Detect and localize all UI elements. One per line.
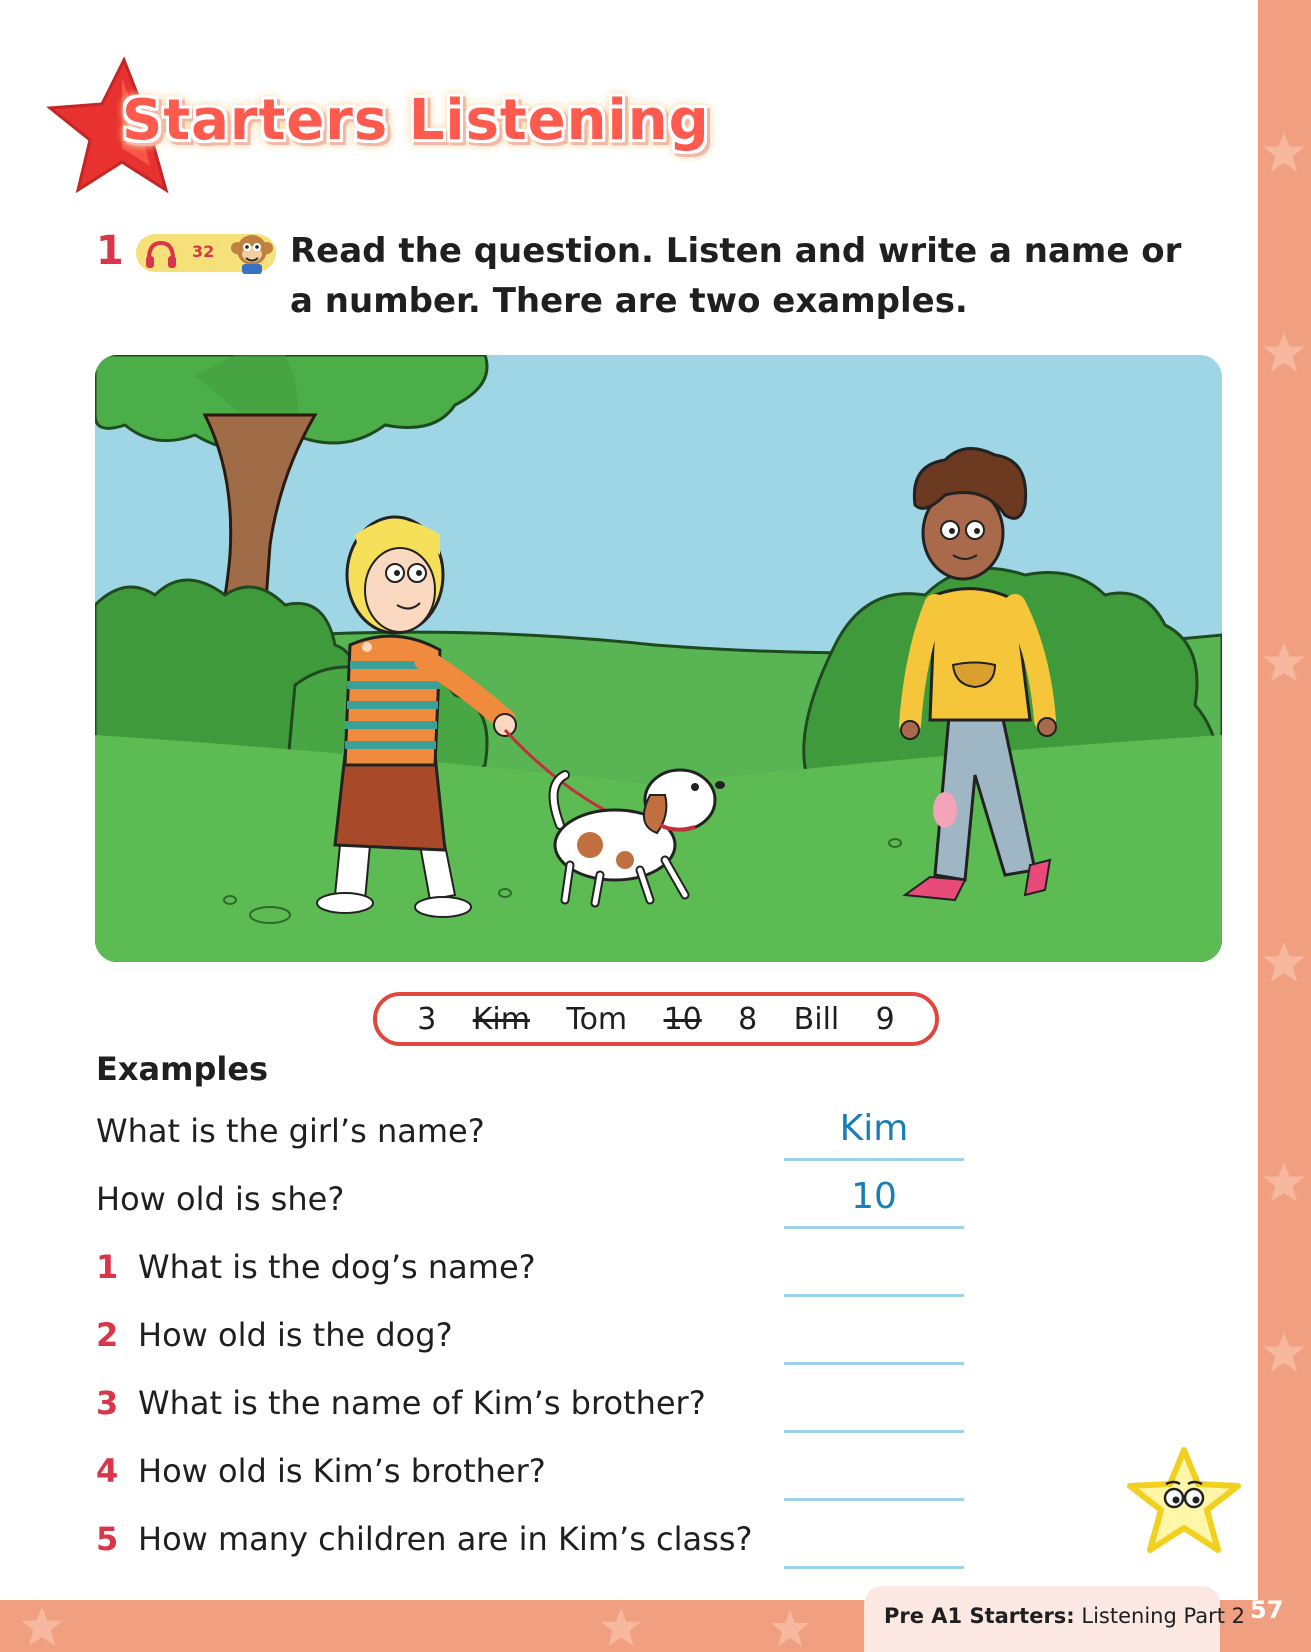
- band-star-icon: [600, 1606, 642, 1648]
- question-text: How old is the dog?: [138, 1316, 453, 1354]
- headphones-icon: [144, 239, 178, 269]
- exercise-number: 1: [96, 228, 124, 274]
- word-box-item: Tom: [566, 1001, 628, 1037]
- word-box-item: Bill: [793, 1001, 840, 1037]
- word-box-item: 8: [738, 1001, 758, 1037]
- example-question: How old is she?: [96, 1180, 345, 1218]
- question-row: [96, 1316, 976, 1376]
- word-box-item-crossed: Kim: [472, 1001, 530, 1037]
- example-answer: Kim: [839, 1108, 909, 1149]
- word-box: [373, 992, 939, 1046]
- band-star-icon: [1262, 330, 1306, 374]
- band-star-icon: [770, 1608, 810, 1648]
- example-row: [96, 1176, 976, 1240]
- monkey-mascot-icon: [228, 228, 276, 276]
- answer-blank[interactable]: [784, 1430, 964, 1433]
- word-box-item: 3: [417, 1001, 437, 1037]
- question-row: [96, 1452, 976, 1512]
- band-star-icon: [1262, 1330, 1306, 1374]
- star-mascot-icon: [1124, 1446, 1244, 1558]
- answer-line: [784, 1158, 964, 1161]
- answer-blank[interactable]: [784, 1498, 964, 1501]
- question-number: 3: [96, 1384, 119, 1422]
- example-question: What is the girl’s name?: [96, 1112, 485, 1150]
- answer-blank[interactable]: [784, 1294, 964, 1297]
- question-text: How many children are in Kim’s class?: [138, 1520, 753, 1558]
- track-number: 32: [192, 242, 215, 261]
- examples-heading: Examples: [96, 1050, 269, 1088]
- footer-section: Listening Part 2: [1081, 1604, 1245, 1628]
- band-star-icon: [1262, 640, 1306, 684]
- question-number: 1: [96, 1248, 119, 1286]
- answer-blank[interactable]: [784, 1362, 964, 1365]
- question-row: [96, 1248, 976, 1308]
- right-border-band: [1258, 0, 1311, 1652]
- answer-blank[interactable]: [784, 1566, 964, 1569]
- band-star-icon: [1262, 130, 1306, 174]
- question-number: 2: [96, 1316, 119, 1354]
- question-number: 5: [96, 1520, 119, 1558]
- park-illustration: [95, 355, 1222, 962]
- band-star-icon: [20, 1604, 64, 1648]
- example-row: [96, 1108, 976, 1172]
- audio-track-badge[interactable]: [136, 234, 276, 272]
- example-answer: 10: [851, 1176, 897, 1217]
- page-title: Starters Listening: [122, 88, 710, 153]
- word-box-item-crossed: 10: [663, 1001, 702, 1037]
- question-text: What is the name of Kim’s brother?: [138, 1384, 706, 1422]
- question-row: [96, 1520, 976, 1580]
- question-number: 4: [96, 1452, 119, 1490]
- answer-line: [784, 1226, 964, 1229]
- instruction-text: Read the question. Listen and write a name or a number. There are two examples.: [290, 231, 1182, 321]
- band-star-icon: [1262, 940, 1306, 984]
- footer-label: [884, 1604, 1245, 1628]
- page-number: 57: [1250, 1596, 1284, 1624]
- question-text: How old is Kim’s brother?: [138, 1452, 546, 1490]
- question-text: What is the dog’s name?: [138, 1248, 536, 1286]
- footer-level: Pre A1 Starters:: [884, 1604, 1075, 1628]
- question-row: [96, 1384, 976, 1444]
- footer-tab: [864, 1586, 1245, 1652]
- word-box-item: 9: [875, 1001, 895, 1037]
- band-star-icon: [1262, 1160, 1306, 1204]
